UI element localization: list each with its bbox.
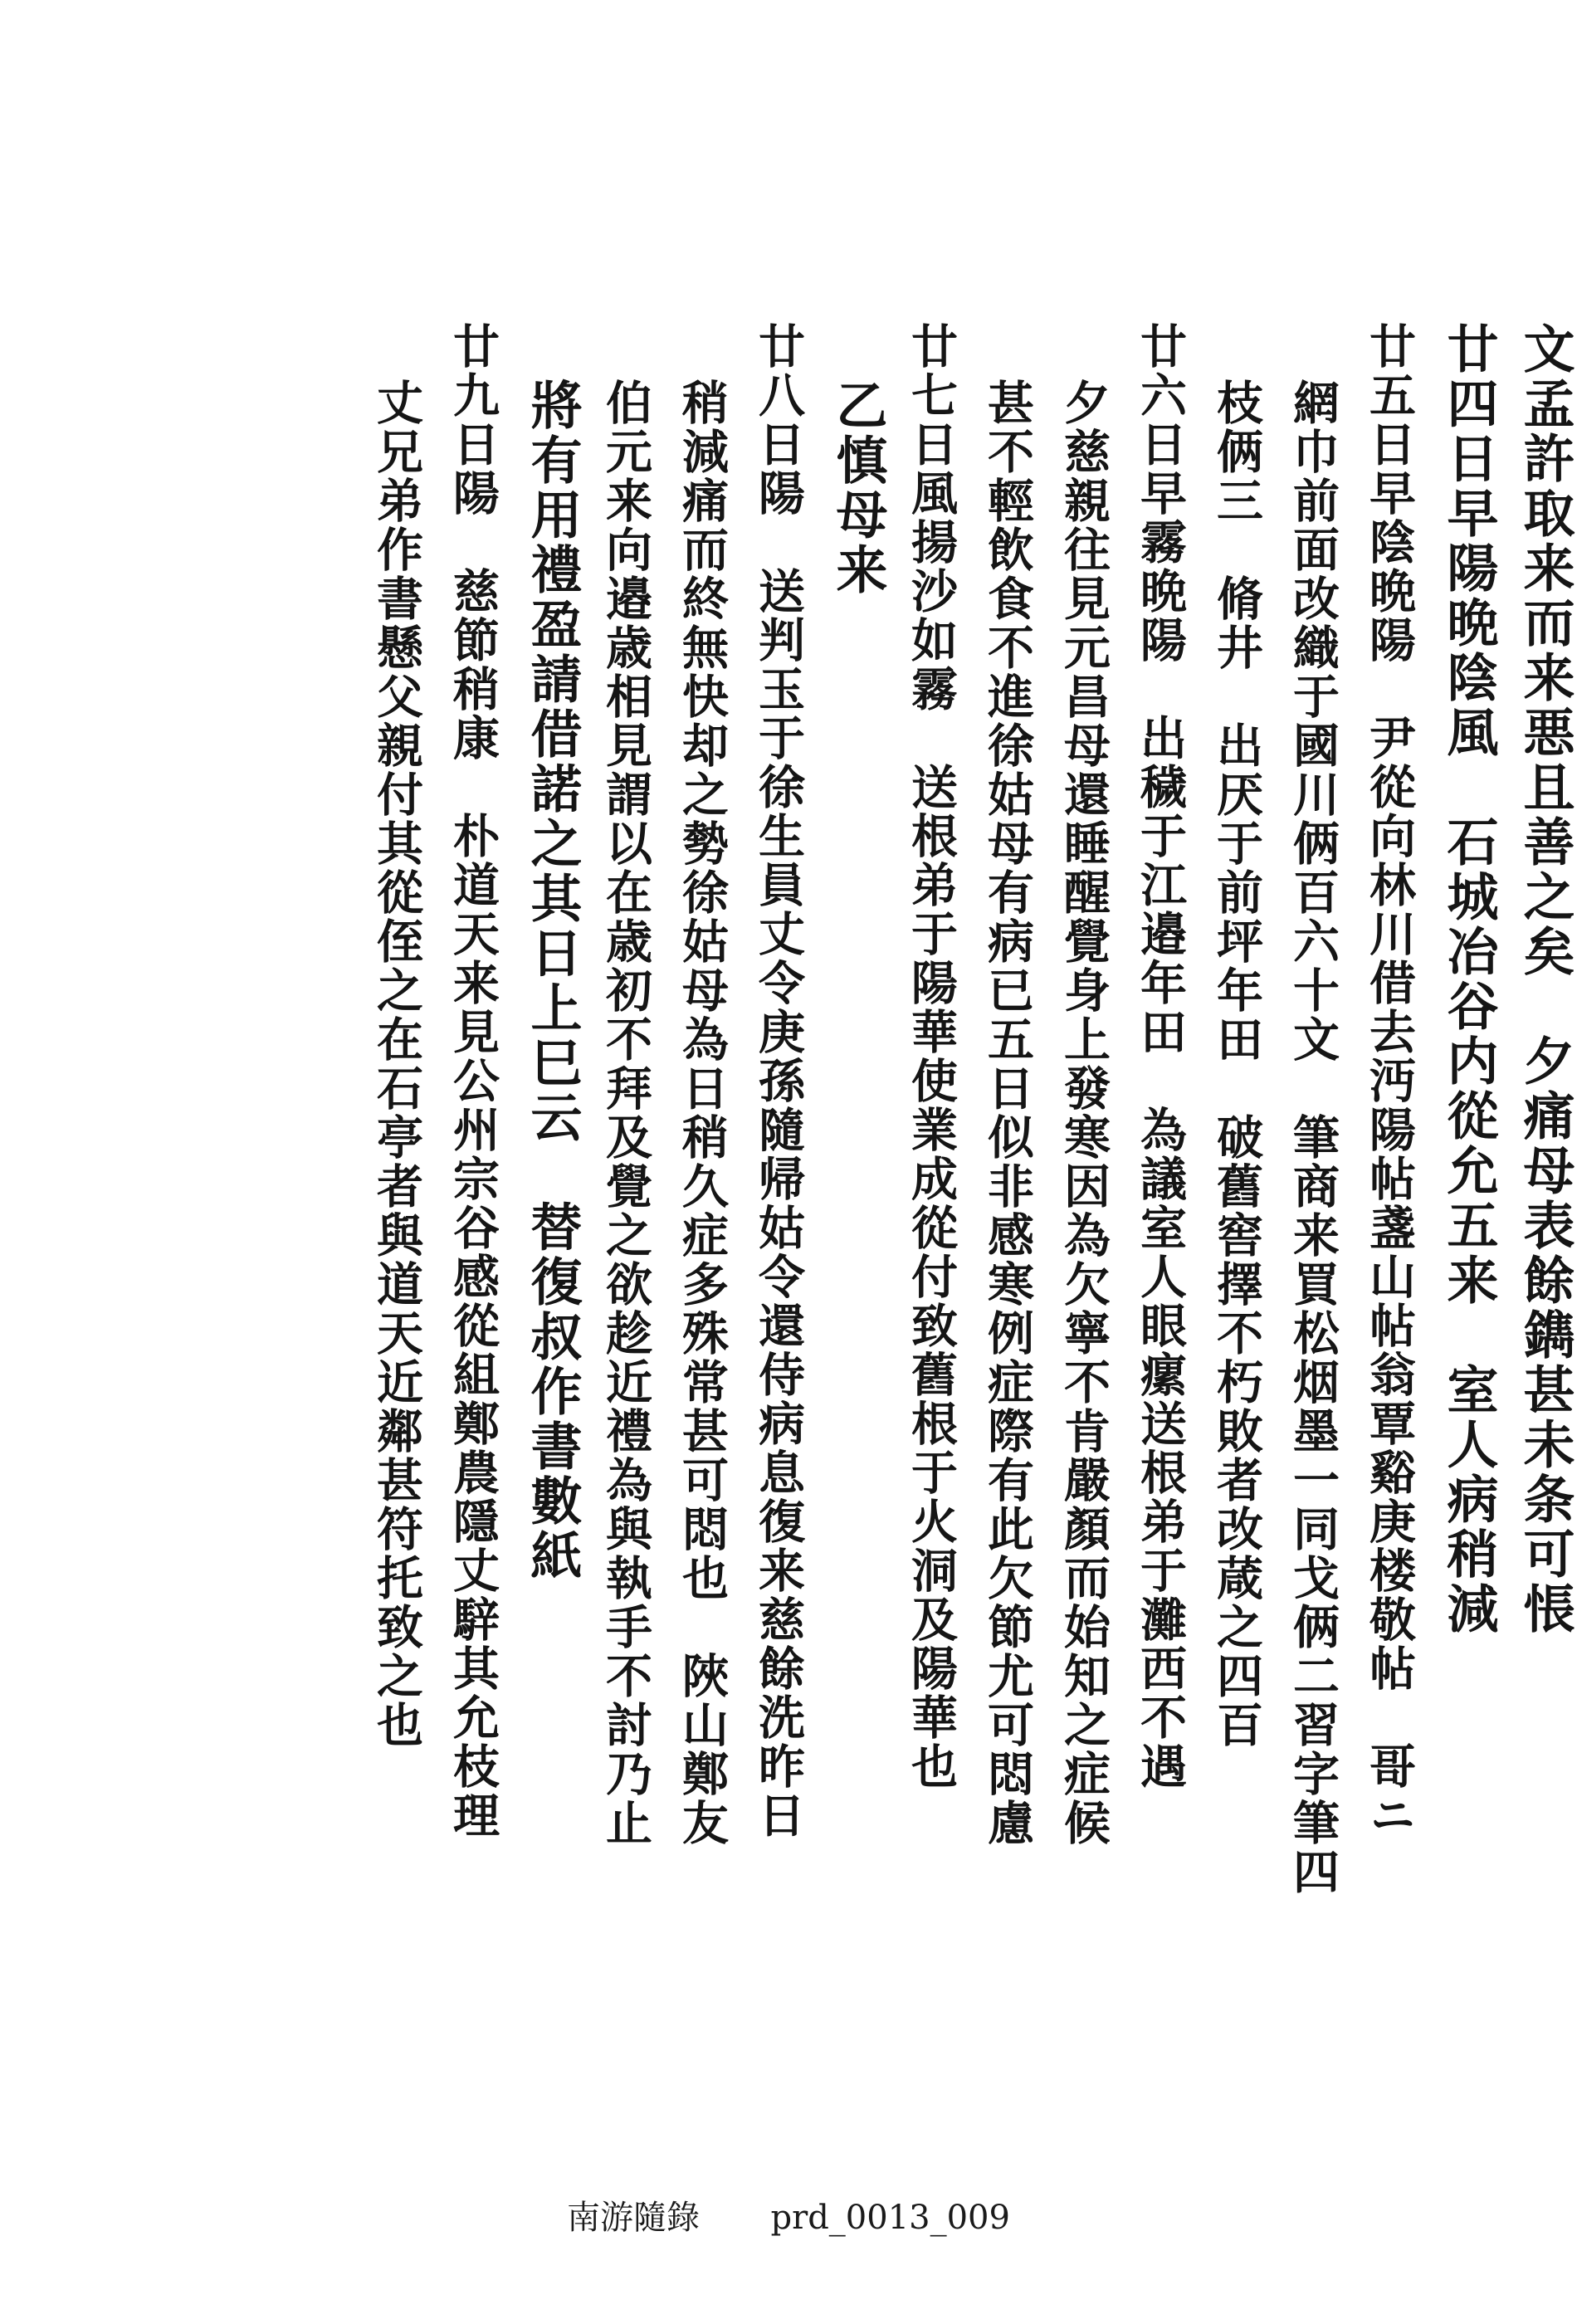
text-column-3: 廿五日早陰晩陽 尹從向林川借去沔陽帖盞山帖翁覃谿庚楼敬帖 哥ニ <box>1362 322 1417 1840</box>
text-column-13: 伯元来向邉歳相見謂以在歳初不拜及覺之欲趁近禮為與執手不討乃止 <box>598 378 653 1848</box>
document-title: 南游隨錄 <box>567 2199 701 2237</box>
text-column-7: 夕慈親往見元昌母還睡醒覺身上發寒因為欠寧不肯嚴顏而始知之症候 <box>1057 378 1111 1848</box>
text-column-8: 甚不輕飲食不進徐姑母有病已五日似非感寒例症際有此欠節尤可悶慮 <box>980 378 1035 1848</box>
text-column-9: 廿七日風揚沙如霧 送根弟于陽華使業成從付致舊根于火洞及陽華也 <box>904 322 959 1791</box>
text-column-11: 廿八日陽 送判玉于徐生員丈令庚孫隨帰姑令還侍病息復来慈餘洗昨日 <box>751 322 806 1840</box>
text-column-12: 稍減痛而終無快却之勢徐姑母為日稍久症多殊常甚可悶也 陜山鄭友 <box>675 378 730 1848</box>
page-footer <box>0 2191 1577 2239</box>
text-column-5: 枝俩三 脩井 出厌于前坪年田 破舊窖擇不朽敗者改葴之四百 <box>1209 378 1264 1750</box>
text-column-15: 廿九日陽 慈節稍康 朴道天来見公州宗谷感從組鄭農隱丈騂其允枝理 <box>446 322 500 1840</box>
text-column-1: 文孟許取来而来悪且善之矣 夕痛母表餘鐫甚未条可悵 <box>1515 322 1575 1637</box>
document-code: prd_0013_009 <box>770 2199 1010 2237</box>
text-column-16: 丈兄弟作書懸父親付其從侄之在石亭者與道天近鄰甚符托致之也 <box>369 378 424 1750</box>
text-column-4: 網巾前面改織于國川俩百六十文 筆商来買松烟墨一同戈俩二習字筆四 <box>1286 378 1340 1897</box>
text-column-2: 廿四日早陽晩陰風 石城冶谷内從允五来 室人病稍減 <box>1438 322 1499 1637</box>
text-column-6: 廿六日早霧晩陽 出穢于江邉年田 為議室人眼瘰送根弟于灘西不遇 <box>1133 322 1188 1791</box>
text-column-14: 將有用禮盈請借諾之其日上巳云 替復叔作書數紙 <box>522 378 583 1584</box>
manuscript-text-block <box>224 322 1575 1982</box>
text-column-10: 乙慎母来 <box>828 378 888 598</box>
